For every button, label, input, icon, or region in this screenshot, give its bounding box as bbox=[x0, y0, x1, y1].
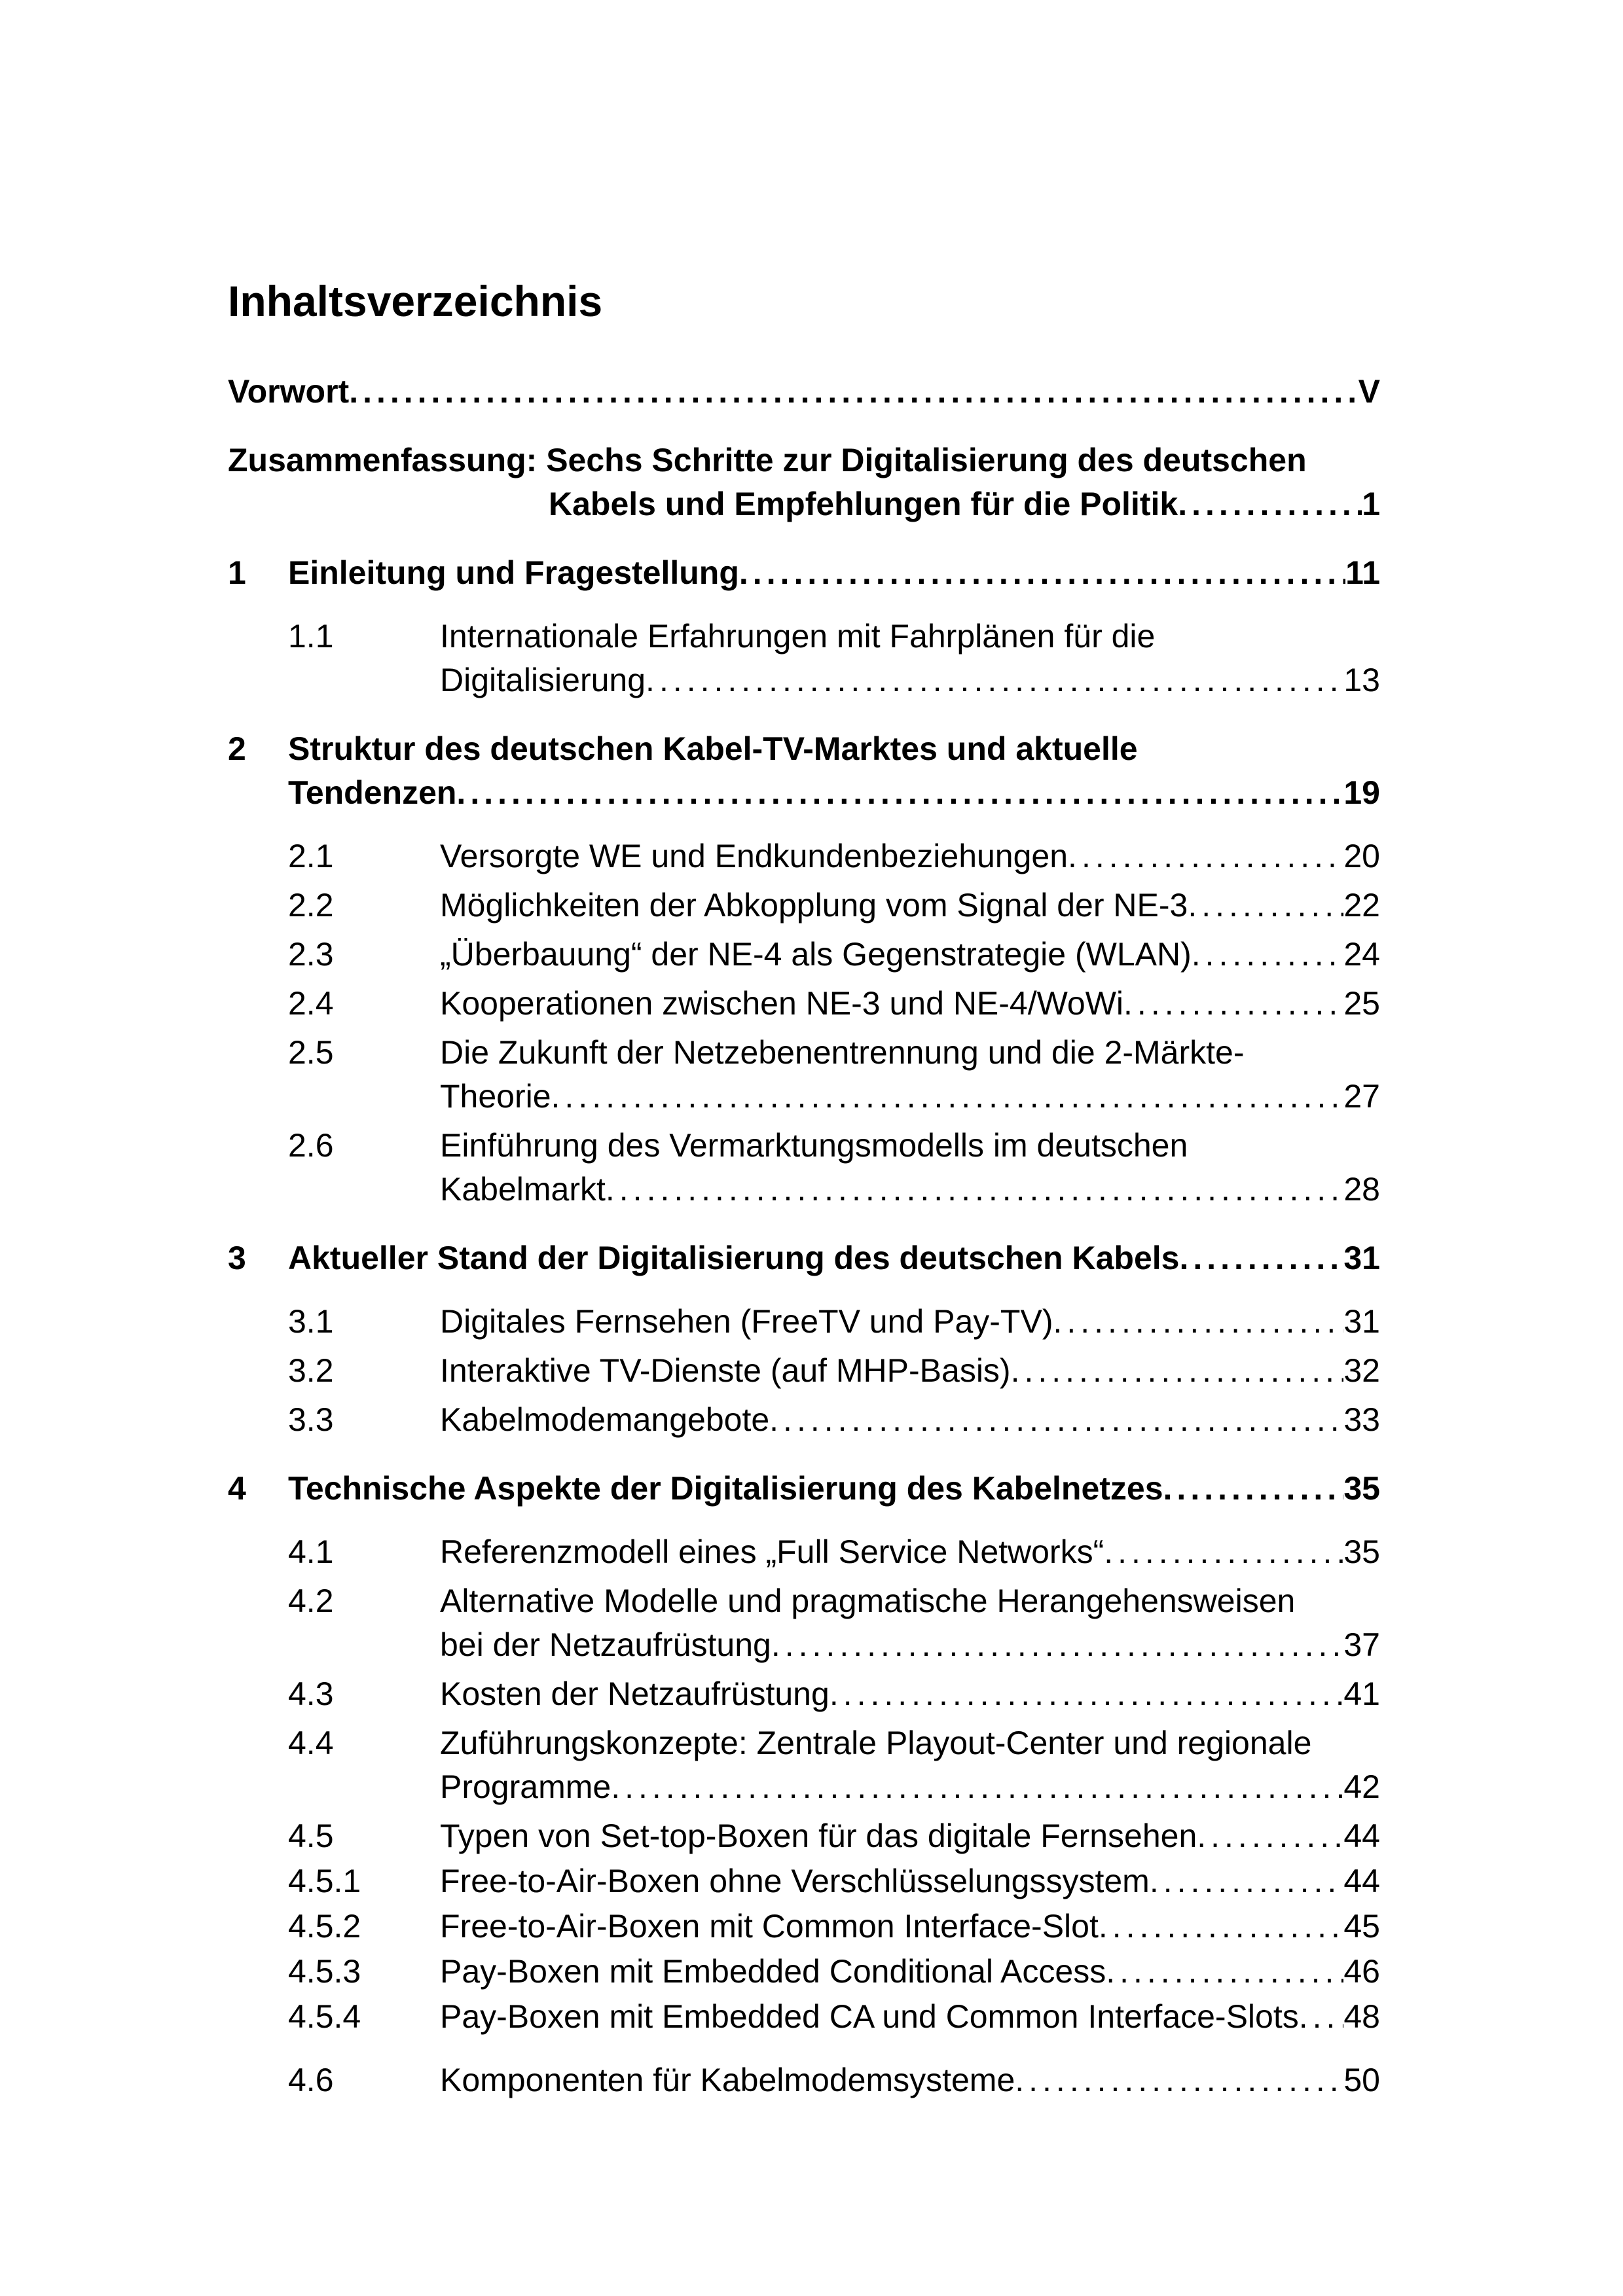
toc-entry-lines bbox=[440, 1905, 1380, 1948]
page-number: 44 bbox=[1343, 1818, 1380, 1854]
toc-entry bbox=[228, 884, 1380, 927]
toc-entry bbox=[228, 1467, 1380, 1511]
toc-entry-lastline bbox=[288, 1236, 1380, 1280]
toc-entry-lines bbox=[288, 727, 1380, 815]
toc-entry-lines bbox=[440, 982, 1380, 1026]
toc-entry-text: Einleitung und Fragestellung bbox=[288, 554, 739, 591]
leader-dots bbox=[1150, 1859, 1344, 1903]
toc-entry-number: 1 bbox=[228, 554, 246, 591]
leader-dots bbox=[769, 1398, 1343, 1442]
toc-entry-text: „Überbauung“ der NE-4 als Gegenstrategie (WLAN) bbox=[440, 936, 1192, 973]
toc-entry-line: Struktur des deutschen Kabel-TV-Marktes und aktuelle bbox=[288, 730, 1138, 767]
toc-entry-lines bbox=[440, 1530, 1380, 1574]
toc-entry-lines bbox=[440, 2058, 1380, 2102]
page-number: 46 bbox=[1343, 1953, 1380, 1990]
page-number: 32 bbox=[1343, 1352, 1380, 1389]
page-number: 31 bbox=[1343, 1240, 1380, 1276]
toc-entry-lines bbox=[440, 1031, 1380, 1119]
toc-entry bbox=[228, 1124, 1380, 1211]
toc-entry-lastline bbox=[440, 1530, 1380, 1574]
page-number: 45 bbox=[1343, 1908, 1380, 1945]
toc-entry-text: Kosten der Netzaufrüstung bbox=[440, 1676, 830, 1712]
toc-entry-lastline bbox=[440, 2058, 1380, 2102]
page-number: 41 bbox=[1343, 1676, 1380, 1712]
toc-entry-number: 1.1 bbox=[288, 618, 334, 655]
toc-entry-text: Referenzmodell eines „Full Service Networks“ bbox=[440, 1534, 1104, 1570]
page-number: 19 bbox=[1343, 774, 1380, 811]
toc-entry-lastline bbox=[440, 1905, 1380, 1948]
toc-entry-lines bbox=[440, 1672, 1380, 1716]
leader-dots bbox=[606, 1168, 1343, 1211]
leader-dots bbox=[1178, 482, 1362, 526]
toc-entry-number: 3.2 bbox=[288, 1352, 334, 1389]
toc-entry-lastline bbox=[440, 982, 1380, 1026]
toc-entry-text: Digitalisierung bbox=[440, 662, 646, 698]
toc-entry-lines bbox=[440, 1950, 1380, 1994]
leader-dots bbox=[1163, 1467, 1344, 1511]
toc-entry-number: 4.5.1 bbox=[288, 1863, 361, 1899]
page-number: 50 bbox=[1343, 2062, 1380, 2098]
leader-dots bbox=[611, 1765, 1343, 1809]
page-title: Inhaltsverzeichnis bbox=[228, 277, 603, 325]
toc-entry-text: Kabelmodemangebote bbox=[440, 1401, 770, 1438]
toc-entry-number: 2 bbox=[228, 730, 246, 767]
toc-entry-text: Pay-Boxen mit Embedded CA und Common Interface-Slots bbox=[440, 1998, 1299, 2035]
toc-entry-lines bbox=[440, 1859, 1380, 1903]
toc-entry-number: 4.5.4 bbox=[288, 1998, 361, 2035]
page-number: 28 bbox=[1343, 1171, 1380, 1208]
page-number: 24 bbox=[1343, 936, 1380, 973]
leader-dots bbox=[1192, 933, 1344, 977]
toc-entry-number: 4 bbox=[228, 1470, 246, 1507]
toc-entry-list bbox=[228, 370, 1380, 2102]
toc-entry-lastline bbox=[228, 370, 1380, 414]
toc-entry-lastline bbox=[440, 834, 1380, 878]
page-number: 42 bbox=[1343, 1768, 1380, 1805]
leader-dots bbox=[1179, 1236, 1343, 1280]
toc-entry-text: Kabelmarkt bbox=[440, 1171, 606, 1208]
toc-entry-text: Kabels und Empfehlungen für die Politik bbox=[549, 486, 1178, 522]
leader-dots bbox=[1015, 2058, 1343, 2102]
toc-entry-lines bbox=[440, 1579, 1380, 1667]
leader-dots bbox=[771, 1623, 1344, 1667]
toc-content bbox=[228, 278, 1380, 2102]
toc-entry-lastline bbox=[440, 1859, 1380, 1903]
toc-entry-text: Typen von Set-top-Boxen für das digitale Fernsehen bbox=[440, 1818, 1197, 1854]
toc-entry bbox=[228, 1995, 1380, 2039]
toc-entry-text: Digitales Fernsehen (FreeTV und Pay-TV) bbox=[440, 1303, 1053, 1340]
toc-entry-lastline bbox=[440, 1814, 1380, 1858]
page-number: 33 bbox=[1343, 1401, 1380, 1438]
toc-entry-line: Zuführungskonzepte: Zentrale Playout-Center und regionale bbox=[440, 1725, 1312, 1761]
toc-entry-line: Internationale Erfahrungen mit Fahrplänen für die bbox=[440, 618, 1156, 655]
toc-entry bbox=[228, 2058, 1380, 2102]
toc-entry-lines bbox=[288, 1467, 1380, 1511]
toc-entry-lastline bbox=[440, 1168, 1380, 1211]
toc-entry-text: Versorgte WE und Endkundenbeziehungen bbox=[440, 838, 1068, 874]
toc-entry-text: Tendenzen bbox=[288, 774, 457, 811]
toc-entry bbox=[228, 1031, 1380, 1119]
leader-dots bbox=[349, 370, 1358, 414]
toc-entry bbox=[228, 439, 1380, 526]
toc-entry-number: 4.5.2 bbox=[288, 1908, 361, 1945]
toc-entry-text: Aktueller Stand der Digitalisierung des deutschen Kabels bbox=[288, 1240, 1180, 1276]
toc-entry-lastline bbox=[440, 1995, 1380, 2039]
toc-entry-lastline bbox=[440, 1300, 1380, 1344]
toc-entry-number: 3.3 bbox=[288, 1401, 334, 1438]
toc-entry-text: Vorwort bbox=[228, 373, 350, 410]
toc-entry-lines bbox=[440, 933, 1380, 977]
toc-entry-text: Theorie bbox=[440, 1078, 551, 1115]
page-number: 11 bbox=[1345, 554, 1380, 591]
page-number: 31 bbox=[1343, 1303, 1380, 1340]
toc-entry-lastline bbox=[440, 1349, 1380, 1393]
toc-entry-number: 4.5 bbox=[288, 1818, 334, 1854]
toc-entry bbox=[228, 1814, 1380, 1858]
toc-entry-text: Free-to-Air-Boxen ohne Verschlüsselungssystem bbox=[440, 1863, 1150, 1899]
toc-entry bbox=[228, 933, 1380, 977]
leader-dots bbox=[739, 551, 1345, 595]
toc-entry-number: 4.5.3 bbox=[288, 1953, 361, 1990]
toc-entry-number: 2.3 bbox=[288, 936, 334, 973]
leader-dots bbox=[1053, 1300, 1343, 1344]
page-number: 27 bbox=[1343, 1078, 1380, 1115]
toc-entry-line: Die Zukunft der Netzebenentrennung und die 2-Märkte- bbox=[440, 1034, 1245, 1071]
toc-entry bbox=[228, 1672, 1380, 1716]
toc-entry-lines bbox=[440, 884, 1380, 927]
page-number: V bbox=[1358, 373, 1380, 410]
toc-entry bbox=[228, 551, 1380, 595]
toc-entry-line: Zusammenfassung: Sechs Schritte zur Digitalisierung des deutschen bbox=[228, 442, 1307, 478]
toc-entry-number: 3.1 bbox=[288, 1303, 334, 1340]
leader-dots bbox=[1104, 1530, 1343, 1574]
toc-entry-lastline bbox=[440, 1765, 1380, 1809]
page-number: 35 bbox=[1343, 1534, 1380, 1570]
leader-dots bbox=[1197, 1814, 1343, 1858]
toc-entry-lastline bbox=[440, 1950, 1380, 1994]
leader-dots bbox=[1099, 1905, 1344, 1948]
toc-entry-number: 2.2 bbox=[288, 887, 334, 924]
page-number: 48 bbox=[1343, 1998, 1380, 2035]
toc-entry-lines bbox=[440, 834, 1380, 878]
page-number: 44 bbox=[1343, 1863, 1380, 1899]
toc-entry-lines bbox=[440, 1300, 1380, 1344]
toc-entry bbox=[228, 1349, 1380, 1393]
toc-entry-lines bbox=[440, 1814, 1380, 1858]
toc-entry-text: Interaktive TV-Dienste (auf MHP-Basis) bbox=[440, 1352, 1011, 1389]
toc-entry-lastline bbox=[440, 1672, 1380, 1716]
toc-entry bbox=[228, 370, 1380, 414]
toc-entry-lastline bbox=[440, 933, 1380, 977]
toc-entry-lastline bbox=[549, 482, 1380, 526]
toc-entry-lastline bbox=[440, 658, 1380, 702]
toc-entry bbox=[228, 1859, 1380, 1903]
toc-entry bbox=[228, 727, 1380, 815]
toc-entry-lines bbox=[228, 439, 1380, 526]
toc-entry-number: 3 bbox=[228, 1240, 246, 1276]
toc-entry bbox=[228, 1530, 1380, 1574]
leader-dots bbox=[1068, 834, 1343, 878]
toc-entry-text: Technische Aspekte der Digitalisierung des Kabelnetzes bbox=[288, 1470, 1163, 1507]
toc-entry-lastline bbox=[440, 1623, 1380, 1667]
toc-entry bbox=[228, 1950, 1380, 1994]
toc-entry bbox=[228, 834, 1380, 878]
toc-entry-lines bbox=[228, 370, 1380, 414]
leader-dots bbox=[1299, 1995, 1344, 2039]
toc-entry-number: 4.6 bbox=[288, 2062, 334, 2098]
toc-entry-lines bbox=[440, 1995, 1380, 2039]
page-number: 20 bbox=[1343, 838, 1380, 874]
toc-entry-lines bbox=[440, 1721, 1380, 1809]
toc-entry-lines bbox=[440, 1124, 1380, 1211]
leader-dots bbox=[830, 1672, 1344, 1716]
toc-entry bbox=[228, 1579, 1380, 1667]
toc-entry bbox=[228, 1721, 1380, 1809]
toc-entry-text: Free-to-Air-Boxen mit Common Interface-Slot bbox=[440, 1908, 1099, 1945]
toc-entry-number: 2.5 bbox=[288, 1034, 334, 1071]
toc-entry bbox=[228, 1236, 1380, 1280]
toc-entry-lines bbox=[440, 615, 1380, 702]
leader-dots bbox=[1123, 982, 1343, 1026]
toc-entry-number: 4.2 bbox=[288, 1583, 334, 1619]
toc-entry-lastline bbox=[440, 1398, 1380, 1442]
toc-entry bbox=[228, 1905, 1380, 1948]
toc-entry-line: Einführung des Vermarktungsmodells im deutschen bbox=[440, 1127, 1188, 1164]
leader-dots bbox=[1106, 1950, 1343, 1994]
toc-entry-lastline bbox=[288, 771, 1380, 815]
toc-entry-text: bei der Netzaufrüstung bbox=[440, 1626, 771, 1663]
page-number: 22 bbox=[1343, 887, 1380, 924]
leader-dots bbox=[551, 1075, 1344, 1119]
page-number: 1 bbox=[1362, 486, 1380, 522]
toc-entry-lines bbox=[288, 551, 1380, 595]
toc-entry-text: Programme bbox=[440, 1768, 611, 1805]
toc-entry-number: 4.3 bbox=[288, 1676, 334, 1712]
page-number: 13 bbox=[1343, 662, 1380, 698]
toc-entry-lines bbox=[288, 1236, 1380, 1280]
toc-entry-text: Pay-Boxen mit Embedded Conditional Access bbox=[440, 1953, 1106, 1990]
toc-entry-text: Möglichkeiten der Abkopplung vom Signal der NE-3 bbox=[440, 887, 1188, 924]
page-number: 37 bbox=[1343, 1626, 1380, 1663]
toc-entry-number: 2.1 bbox=[288, 838, 334, 874]
toc-entry-line: Alternative Modelle und pragmatische Herangehensweisen bbox=[440, 1583, 1296, 1619]
leader-dots bbox=[1188, 884, 1343, 927]
page-number: 35 bbox=[1343, 1470, 1380, 1507]
leader-dots bbox=[646, 658, 1343, 702]
toc-entry bbox=[228, 982, 1380, 1026]
page-number: 25 bbox=[1343, 985, 1380, 1022]
leader-dots bbox=[1011, 1349, 1344, 1393]
toc-entry-lastline bbox=[288, 551, 1380, 595]
toc-entry-number: 4.4 bbox=[288, 1725, 334, 1761]
toc-entry bbox=[228, 1300, 1380, 1344]
toc-entry-lastline bbox=[288, 1467, 1380, 1511]
toc-entry-number: 4.1 bbox=[288, 1534, 334, 1570]
toc-entry bbox=[228, 1398, 1380, 1442]
toc-entry-number: 2.4 bbox=[288, 985, 334, 1022]
toc-entry-text: Komponenten für Kabelmodemsysteme bbox=[440, 2062, 1015, 2098]
toc-entry-lines bbox=[440, 1398, 1380, 1442]
toc-entry-number: 2.6 bbox=[288, 1127, 334, 1164]
toc-entry-text: Kooperationen zwischen NE-3 und NE-4/WoWi bbox=[440, 985, 1124, 1022]
toc-entry-lastline bbox=[440, 884, 1380, 927]
leader-dots bbox=[456, 771, 1343, 815]
toc-entry-lines bbox=[440, 1349, 1380, 1393]
toc-entry bbox=[228, 615, 1380, 702]
toc-entry-lastline bbox=[440, 1075, 1380, 1119]
